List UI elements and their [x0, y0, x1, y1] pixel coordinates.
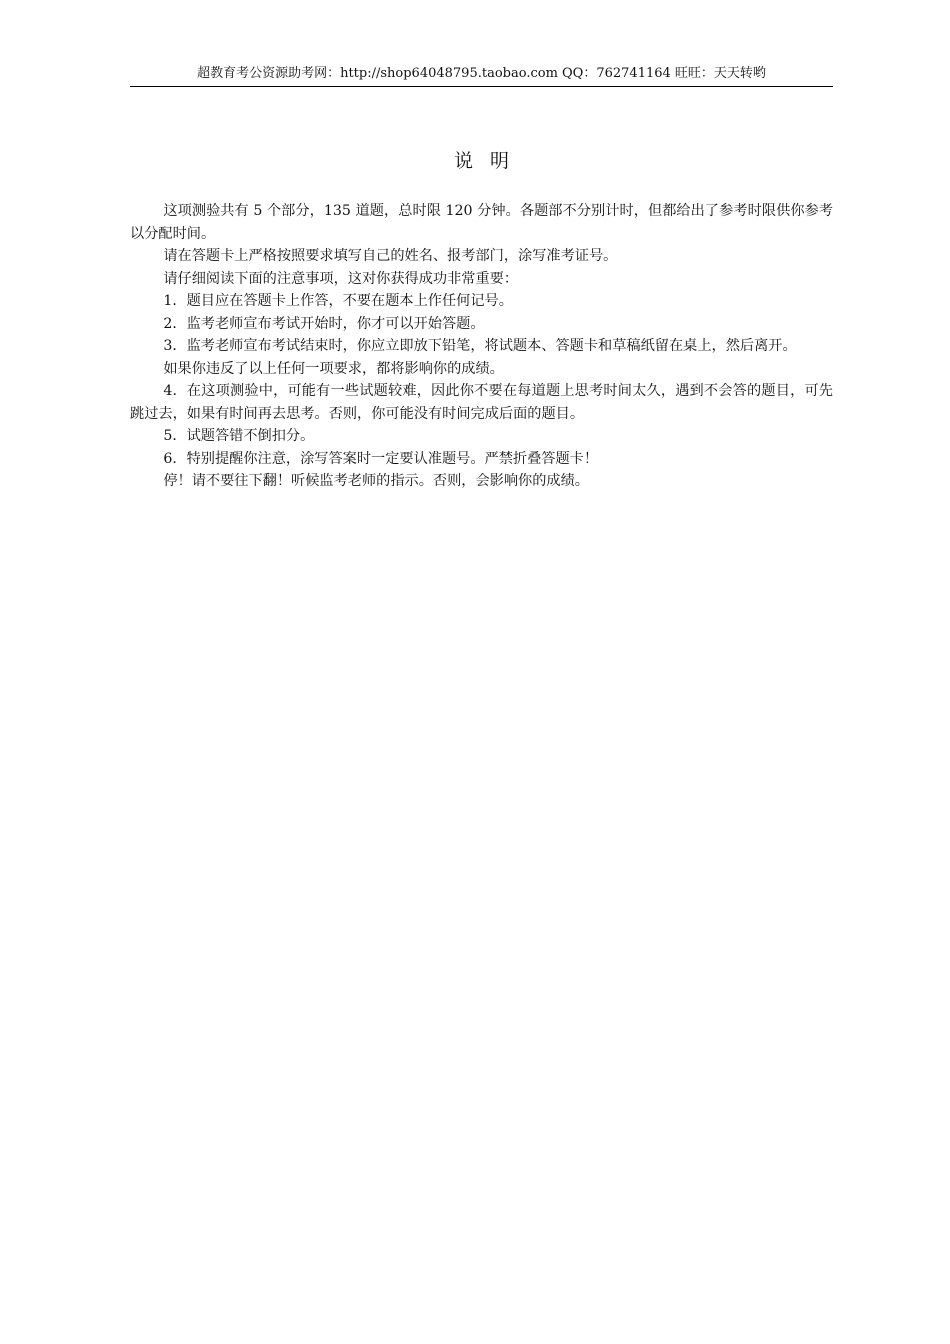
paragraph-intro: 这项测验共有 5 个部分，135 道题，总时限 120 分钟。各题部不分别计时，但都给出了参考时限供你参考以分配时间。	[130, 203, 833, 242]
paragraph-rule-3: 3．监考老师宣布考试结束时，你应立即放下铅笔，将试题本、答题卡和草稿纸留在桌上，然后离开。	[163, 338, 797, 354]
paragraph-rule-2: 2．监考老师宣布考试开始时，你才可以开始答题。	[163, 315, 485, 332]
paragraph-violation: 如果你违反了以上任何一项要求，都将影响你的成绩。	[163, 360, 504, 377]
page-title: 说明	[453, 150, 527, 172]
paragraph-answer-card: 请在答题卡上严格按照要求填写自己的姓名、报考部门，涂写准考证号。	[163, 248, 618, 264]
paragraph-rule-1: 1．题目应在答题卡上作答，不要在题本上作任何记号。	[163, 293, 513, 309]
paragraph-stop: 停！请不要往下翻！听候监考老师的指示。否则，会影响你的成绩。	[163, 473, 589, 489]
paragraph-rule-6: 6．特别提醒你注意，涂写答案时一定要认准题号。严禁折叠答题卡！	[163, 450, 599, 467]
page-header	[130, 64, 833, 87]
header-text: 超教育考公资源助考网：http://shop64048795.taobao.com QQ：762741164 旺旺：天天转哟	[197, 66, 766, 81]
paragraph-notice-intro: 请仔细阅读下面的注意事项，这对你获得成功非常重要：	[163, 270, 519, 287]
paragraph-rule-5: 5．试题答错不倒扣分。	[163, 428, 315, 444]
paragraph-rule-4: 4．在这项测验中，可能有一些试题较难，因此你不要在每道题上思考时间太久，遇到不会答的题目，可先跳过去，如果有时间再去思考。否则，你可能没有时间完成后面的题目。	[130, 383, 833, 422]
instructions-body	[130, 200, 833, 493]
